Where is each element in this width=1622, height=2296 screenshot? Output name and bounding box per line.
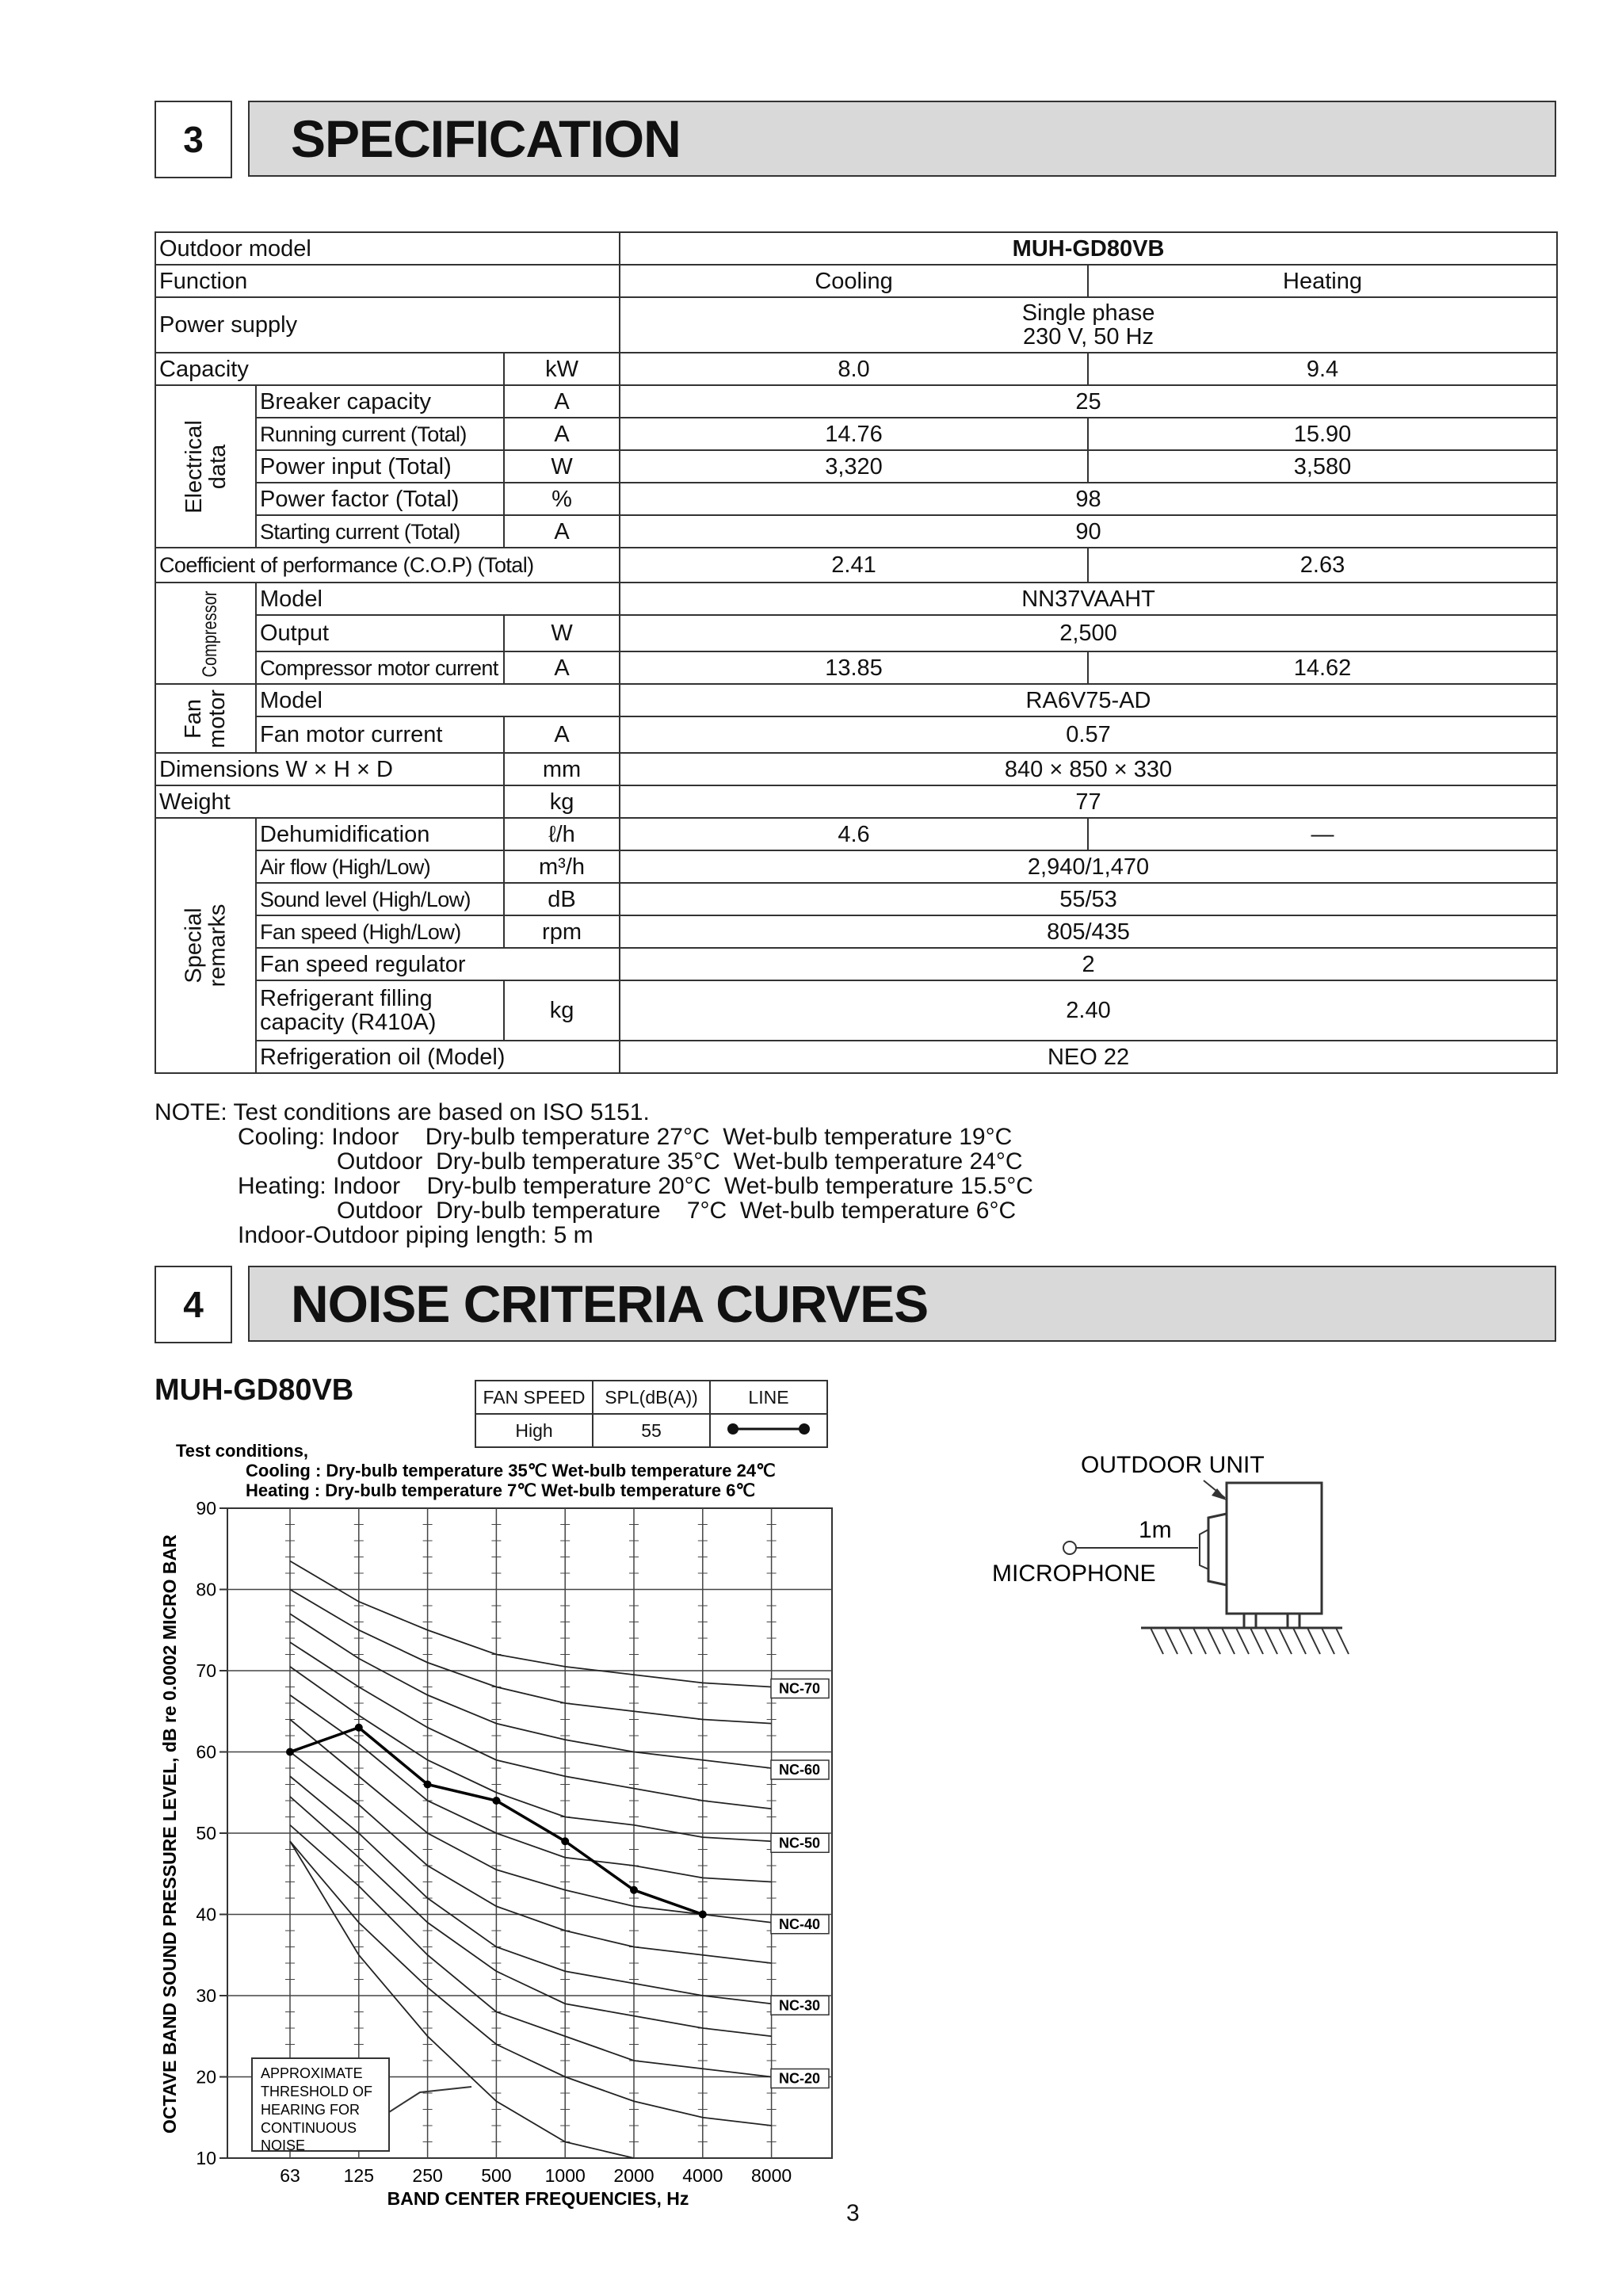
row-label: Running current (Total) bbox=[256, 418, 504, 450]
x-tick-label: 125 bbox=[343, 2165, 374, 2186]
y-tick-label: 80 bbox=[196, 1579, 216, 1600]
cooling-header: Cooling bbox=[620, 265, 1088, 297]
unit: mm bbox=[504, 753, 620, 785]
row-label: Model bbox=[256, 684, 620, 716]
capacity-label: Capacity bbox=[155, 353, 504, 385]
power-supply-value: Single phase 230 V, 50 Hz bbox=[620, 297, 1557, 353]
nc-curve bbox=[290, 1752, 772, 1964]
row-label: Model bbox=[256, 583, 620, 615]
distance-label: 1m bbox=[1139, 1517, 1172, 1543]
value: 77 bbox=[620, 785, 1557, 818]
page-number: 3 bbox=[846, 2200, 860, 2226]
x-axis-label: BAND CENTER FREQUENCIES, Hz bbox=[387, 2188, 689, 2209]
unit: A bbox=[504, 651, 620, 684]
value: 2 bbox=[620, 948, 1557, 980]
threshold-text: HEARING FOR bbox=[261, 2102, 361, 2118]
row-label: Sound level (High/Low) bbox=[256, 883, 504, 915]
series-point bbox=[424, 1781, 432, 1789]
unit: m³/h bbox=[504, 850, 620, 883]
unit: kW bbox=[504, 353, 620, 385]
y-tick-label: 90 bbox=[196, 1498, 216, 1519]
value: NN37VAAHT bbox=[620, 583, 1557, 615]
hatch-line bbox=[1208, 1628, 1220, 1654]
row-label: Fan speed regulator bbox=[256, 948, 620, 980]
note-line: Outdoor Dry-bulb temperature 7°C Wet-bulb temperature 6°C bbox=[337, 1198, 1017, 1224]
nc-label: NC-20 bbox=[778, 2070, 821, 2087]
value-cooling: 8.0 bbox=[620, 353, 1088, 385]
y-tick-label: 10 bbox=[196, 2148, 216, 2168]
row-label: Power factor (Total) bbox=[256, 483, 504, 515]
unit: A bbox=[504, 418, 620, 450]
hatch-line bbox=[1307, 1628, 1320, 1654]
x-tick-label: 4000 bbox=[682, 2165, 723, 2186]
test-conditions-title: Test conditions, bbox=[176, 1441, 309, 1461]
note-line: Indoor-Outdoor piping length: 5 m bbox=[238, 1222, 593, 1248]
value: 2,940/1,470 bbox=[620, 850, 1557, 883]
value: 2.40 bbox=[620, 980, 1557, 1041]
nc-curve bbox=[290, 1667, 772, 1841]
value-cooling: 13.85 bbox=[620, 651, 1088, 684]
electrical-group-label: Electrical data bbox=[155, 385, 256, 548]
unit: W bbox=[504, 615, 620, 651]
value-heating: 14.62 bbox=[1088, 651, 1557, 684]
unit: ℓ/h bbox=[504, 818, 620, 850]
hatch-line bbox=[1293, 1628, 1306, 1654]
value-heating: 3,580 bbox=[1088, 450, 1557, 483]
measurement-diagram bbox=[992, 1452, 1349, 1654]
series-point bbox=[492, 1797, 500, 1805]
series-point bbox=[699, 1911, 707, 1919]
nc-curve bbox=[290, 1642, 772, 1809]
row-label: Breaker capacity bbox=[256, 385, 504, 418]
fan-motor-group-label: Fan motor bbox=[155, 684, 256, 753]
hatch-line bbox=[1222, 1628, 1235, 1654]
row-label: Dehumidification bbox=[256, 818, 504, 850]
nc-curve bbox=[290, 1561, 772, 1687]
nc-curve bbox=[290, 1825, 772, 2077]
row-label: Compressor motor current bbox=[256, 651, 504, 684]
fan-grille-icon bbox=[1200, 1530, 1208, 1569]
value-cooling: 4.6 bbox=[620, 818, 1088, 850]
note-line: Cooling: Indoor Dry-bulb temperature 27°C Wet-bulb temperature 19°C bbox=[238, 1124, 1013, 1150]
outdoor-unit-icon bbox=[1227, 1483, 1322, 1614]
nc-label: NC-40 bbox=[778, 1916, 821, 1932]
hatch-line bbox=[1250, 1628, 1263, 1654]
unit: W bbox=[504, 450, 620, 483]
outdoor-unit-label: OUTDOOR UNIT bbox=[1081, 1452, 1265, 1478]
nc-label: NC-60 bbox=[778, 1762, 821, 1778]
value-heating: 15.90 bbox=[1088, 418, 1557, 450]
value: 90 bbox=[620, 515, 1557, 548]
unit: kg bbox=[504, 785, 620, 818]
value: 805/435 bbox=[620, 915, 1557, 948]
nc-curve bbox=[290, 1797, 772, 2036]
function-label: Function bbox=[155, 265, 620, 297]
value: RA6V75-AD bbox=[620, 684, 1557, 716]
x-tick-label: 2000 bbox=[613, 2165, 655, 2186]
row-label: Power input (Total) bbox=[256, 450, 504, 483]
model-name: MUH-GD80VB bbox=[620, 232, 1557, 265]
x-tick-label: 63 bbox=[280, 2165, 300, 2186]
test-heating-conditions: Heating : Dry-bulb temperature 7℃ Wet-bulb temperature 6℃ bbox=[246, 1480, 756, 1500]
y-tick-label: 50 bbox=[196, 1823, 216, 1843]
hatch-line bbox=[1151, 1628, 1163, 1654]
y-tick-label: 30 bbox=[196, 1985, 216, 2006]
section-title: SPECIFICATION bbox=[248, 101, 1556, 177]
nc-label: NC-70 bbox=[778, 1680, 821, 1697]
y-tick-label: 20 bbox=[196, 2066, 216, 2088]
row-label: Starting current (Total) bbox=[256, 515, 504, 548]
compressor-group-label: Compressor bbox=[155, 583, 256, 684]
power-supply-label: Power supply bbox=[155, 297, 620, 353]
series-point bbox=[286, 1748, 294, 1756]
microphone-icon bbox=[1063, 1541, 1076, 1554]
value: NEO 22 bbox=[620, 1041, 1557, 1073]
threshold-pointer bbox=[389, 2087, 471, 2112]
threshold-text: THRESHOLD OF bbox=[261, 2084, 373, 2099]
fan-grille-icon bbox=[1208, 1514, 1227, 1585]
legend-header: SPL(dB(A)) bbox=[593, 1381, 710, 1414]
unit: kg bbox=[504, 980, 620, 1041]
unit: % bbox=[504, 483, 620, 515]
hatch-line bbox=[1179, 1628, 1192, 1654]
value-heating: 9.4 bbox=[1088, 353, 1557, 385]
cop-label: Coefficient of performance (C.O.P) (Total) bbox=[155, 548, 620, 583]
test-cooling-conditions: Cooling : Dry-bulb temperature 35℃ Wet-bulb temperature 24℃ bbox=[246, 1461, 776, 1480]
threshold-text: NOISE bbox=[261, 2137, 306, 2153]
section-title: NOISE CRITERIA CURVES bbox=[248, 1266, 1556, 1342]
row-label: Output bbox=[256, 615, 504, 651]
value: 840 × 850 × 330 bbox=[620, 753, 1557, 785]
row-label: Fan speed (High/Low) bbox=[256, 915, 504, 948]
microphone-label: MICROPHONE bbox=[992, 1561, 1156, 1587]
nc-label: NC-50 bbox=[778, 1835, 821, 1851]
note-line: Outdoor Dry-bulb temperature 35°C Wet-bulb temperature 24°C bbox=[337, 1148, 1023, 1175]
y-tick-label: 60 bbox=[196, 1741, 216, 1763]
row-label: Dimensions W × H × D bbox=[155, 753, 504, 785]
value-cooling: 3,320 bbox=[620, 450, 1088, 483]
series-point bbox=[355, 1724, 363, 1732]
legend-header: LINE bbox=[710, 1381, 827, 1414]
series-point bbox=[561, 1837, 569, 1845]
hatch-line bbox=[1279, 1628, 1292, 1654]
hatch-line bbox=[1165, 1628, 1177, 1654]
unit: A bbox=[504, 385, 620, 418]
x-tick-label: 1000 bbox=[544, 2165, 586, 2186]
unit: dB bbox=[504, 883, 620, 915]
note-line: Heating: Indoor Dry-bulb temperature 20°C Wet-bulb temperature 15.5°C bbox=[238, 1173, 1033, 1199]
chart-model-title: MUH-GD80VB bbox=[155, 1373, 354, 1407]
ground-hatch-icon bbox=[1151, 1628, 1349, 1654]
note-line: NOTE: Test conditions are based on ISO 5151. bbox=[155, 1099, 650, 1125]
section-number: 4 bbox=[155, 1266, 232, 1343]
unit: A bbox=[504, 716, 620, 753]
hatch-line bbox=[1322, 1628, 1334, 1654]
arrowhead-icon bbox=[1212, 1488, 1227, 1500]
nc-curve bbox=[290, 1695, 772, 1882]
outdoor-model-label: Outdoor model bbox=[155, 232, 620, 265]
threshold-text: APPROXIMATE bbox=[261, 2065, 363, 2081]
y-tick-label: 70 bbox=[196, 1660, 216, 1681]
x-tick-label: 8000 bbox=[751, 2165, 792, 2186]
section-number: 3 bbox=[155, 101, 232, 178]
value-heating: — bbox=[1088, 818, 1557, 850]
nc-label: NC-30 bbox=[778, 1997, 821, 2014]
hatch-line bbox=[1336, 1628, 1349, 1654]
row-label: Fan motor current bbox=[256, 716, 504, 753]
hatch-line bbox=[1193, 1628, 1206, 1654]
legend-fan-speed: High bbox=[475, 1414, 593, 1447]
legend-header: FAN SPEED bbox=[475, 1381, 593, 1414]
x-tick-label: 250 bbox=[412, 2165, 443, 2186]
threshold-text: CONTINUOUS bbox=[261, 2120, 357, 2136]
unit: rpm bbox=[504, 915, 620, 948]
legend-spl: 55 bbox=[593, 1414, 710, 1447]
value: 98 bbox=[620, 483, 1557, 515]
row-label: Air flow (High/Low) bbox=[256, 850, 504, 883]
value: 55/53 bbox=[620, 883, 1557, 915]
row-label: Refrigeration oil (Model) bbox=[256, 1041, 620, 1073]
unit: A bbox=[504, 515, 620, 548]
value-heating: 2.63 bbox=[1088, 548, 1557, 583]
x-tick-label: 500 bbox=[481, 2165, 512, 2186]
value-cooling: 2.41 bbox=[620, 548, 1088, 583]
value-cooling: 14.76 bbox=[620, 418, 1088, 450]
row-label: Refrigerant filling capacity (R410A) bbox=[256, 980, 504, 1041]
row-label: Weight bbox=[155, 785, 504, 818]
hatch-line bbox=[1236, 1628, 1249, 1654]
y-tick-label: 40 bbox=[196, 1904, 216, 1925]
hatch-line bbox=[1265, 1628, 1277, 1654]
special-remarks-group-label: Special remarks bbox=[155, 818, 256, 1073]
heating-header: Heating bbox=[1088, 265, 1557, 297]
value: 25 bbox=[620, 385, 1557, 418]
series-point bbox=[630, 1886, 638, 1894]
y-axis-label: OCTAVE BAND SOUND PRESSURE LEVEL, dB re 0.0002 MICRO BAR bbox=[159, 1534, 180, 2134]
nc-curve bbox=[290, 1614, 772, 1768]
value: 0.57 bbox=[620, 716, 1557, 753]
value: 2,500 bbox=[620, 615, 1557, 651]
